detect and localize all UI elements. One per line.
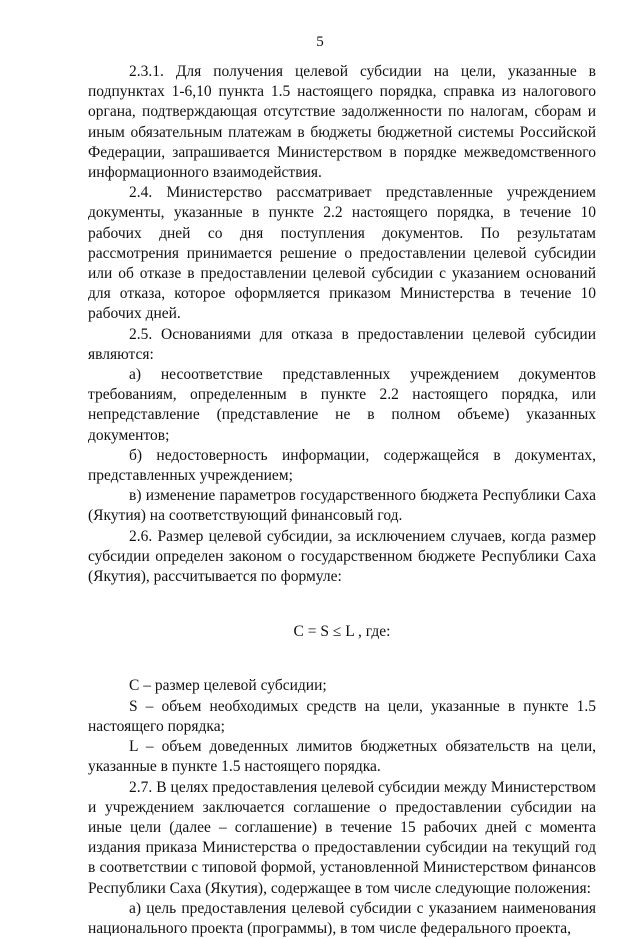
- list-item-2-5-v: в) изменение параметров государственного бюджета Республики Саха (Якутия) на соответствующий финансовый год.: [88, 487, 596, 525]
- definition-c: C – размер целевой субсидии;: [129, 677, 327, 695]
- paragraph-2-3-1: 2.3.1. Для получения целевой субсидии на цели, указанные в подпунктах 1-6,10 пункта 1.5 настоящего порядка, справка из налогового органа, подтверждающая отсутствие задолженности по налогам, сборам и иным обязательным платежам в бюджеты бюджетной системы Российской Федерации, запрашивается Министерством в порядке межведомственного информационного взаимодействия.: [88, 63, 596, 182]
- formula: C = S ≤ L , где:: [293, 623, 391, 641]
- paragraph-2-6: 2.6. Размер целевой субсидии, за исключением случаев, когда размер субсидии определен законом о государственном бюджете Республики Саха (Якутия), рассчитывается по формуле:: [88, 527, 596, 586]
- paragraph-2-5: 2.5. Основаниями для отказа в предоставлении целевой субсидии являются:: [88, 325, 596, 363]
- list-item-2-7-a: а) цель предоставления целевой субсидии с указанием наименования национального проекта (программы), в том числе федерального проекта,: [88, 899, 596, 937]
- definition-s: S – объем необходимых средств на цели, указанные в пункте 1.5 настоящего порядка;: [88, 697, 596, 735]
- paragraph-2-7: 2.7. В целях предоставления целевой субсидии между Министерством и учреждением заключается соглашение о предоставлении субсидии на иные цели (далее – соглашение) в течение 15 рабочих дней с момента издания приказа Министерства о предоставлении субсидии на текущий год в соответствии с типовой формой, установленной Министерством финансов Республики Саха (Якутия), содержащее в том числе следующие положения:: [88, 778, 596, 897]
- page-number: 5: [316, 34, 324, 50]
- definition-l: L – объем доведенных лимитов бюджетных обязательств на цели, указанные в пункте 1.5 настоящего порядка.: [88, 738, 596, 776]
- list-item-2-5-b: б) недостоверность информации, содержащейся в документах, представленных учреждением;: [88, 446, 596, 485]
- document-body: [88, 62, 596, 939]
- list-item-2-5-a: а) несоответствие представленных учреждением документов требованиям, определенным в пункте 2.2 настоящего порядка, или непредставление (представление не в полном объеме) указанных документов;: [88, 366, 596, 444]
- paragraph-2-4: 2.4. Министерство рассматривает представленные учреждением документы, указанные в пункте 2.2 настоящего порядка, в течение 10 рабочих дней со дня поступления документов. По результатам рассмотрения принимается решение о предоставлении целевой субсидии или об отказе в предоставлении целевой субсидии с указанием оснований для отказа, которое оформляется приказом Министерства в течение 10 рабочих дней.: [88, 184, 596, 323]
